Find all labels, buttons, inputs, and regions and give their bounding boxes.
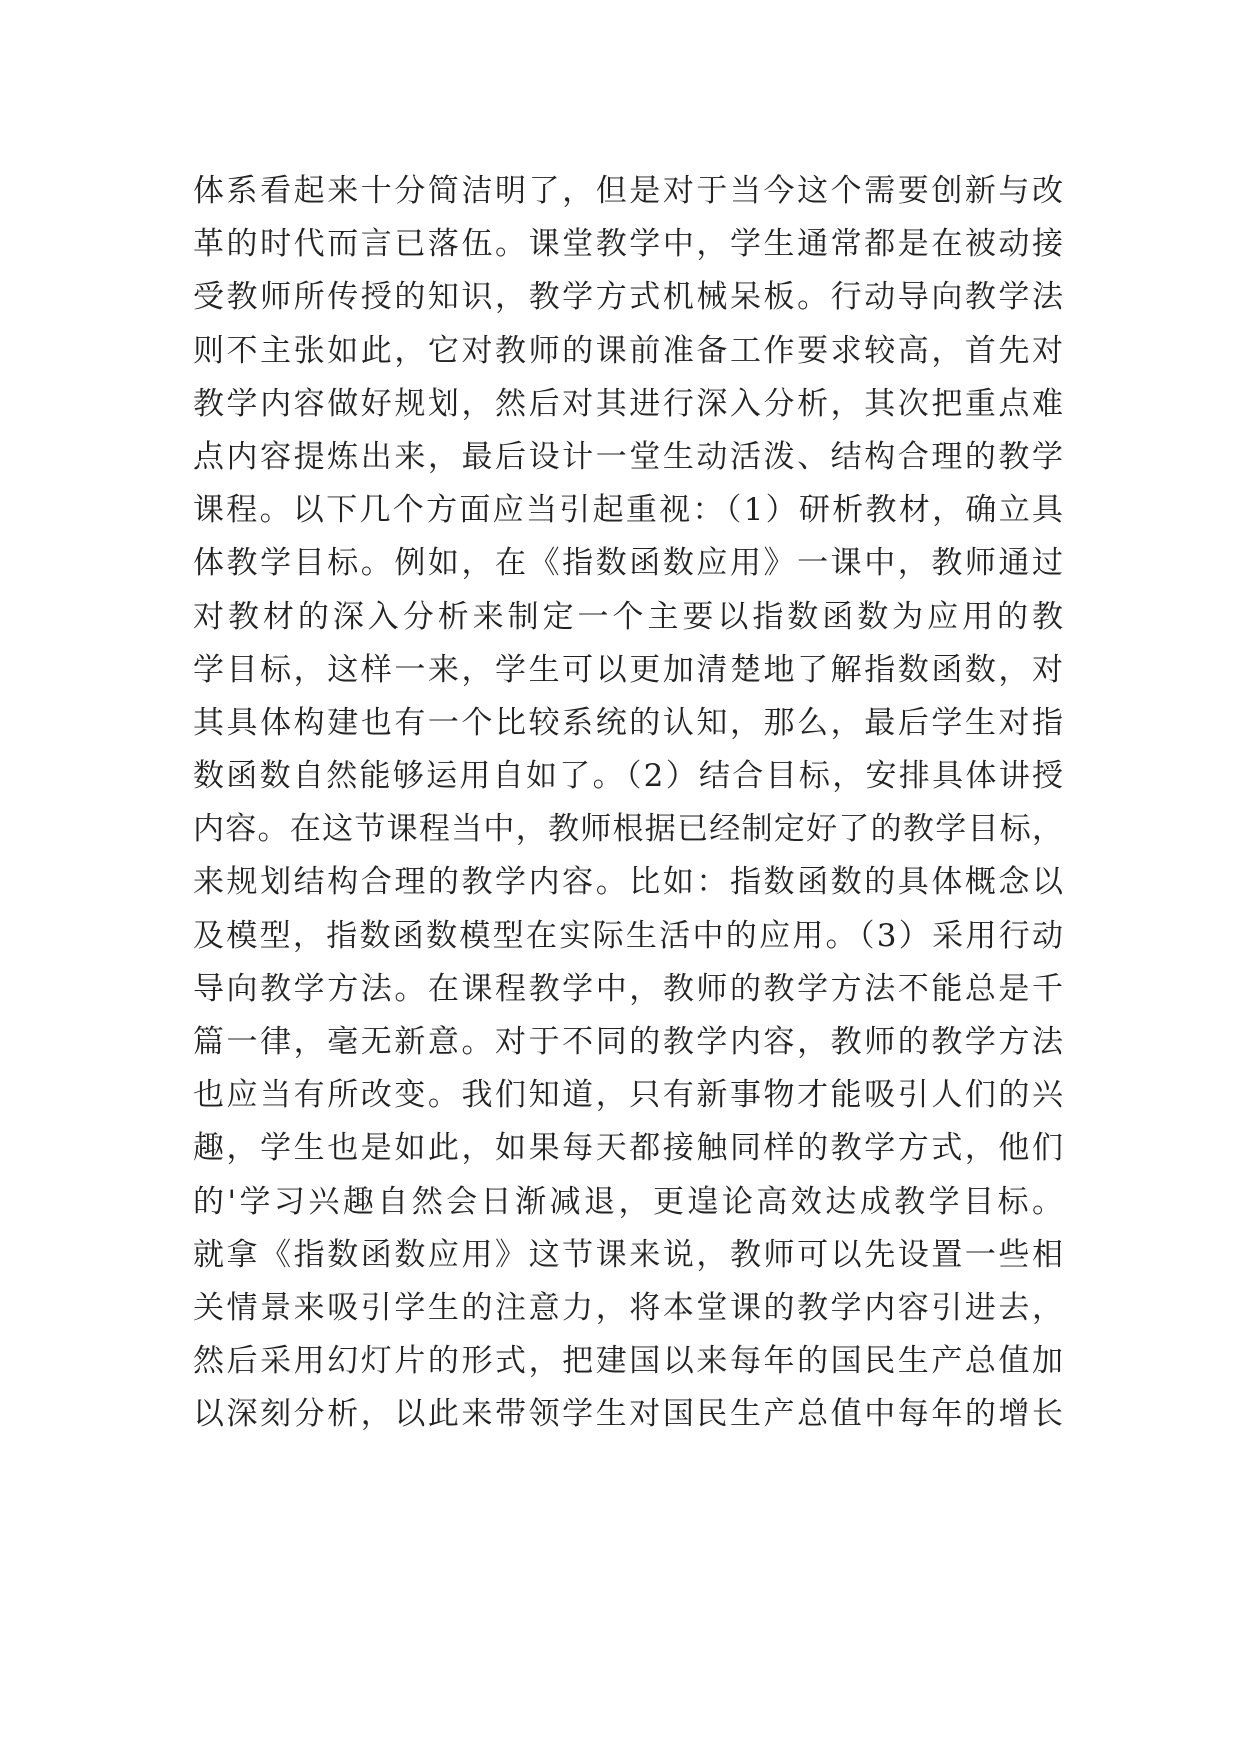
text-line: 体教学目标。例如，在《指数函数应用》一课中，教师通过 [193, 545, 1063, 582]
text-line: 数函数自然能够运用自如了。（2）结合目标，安排具体讲授 [193, 758, 1063, 795]
text-line: 就拿《指数函数应用》这节课来说，教师可以先设置一些相 [193, 1236, 1063, 1273]
text-line: 则不主张如此，它对教师的课前准备工作要求较高，首先对 [193, 332, 1063, 369]
text-line: 革的时代而言已落伍。课堂教学中，学生通常都是在被动接 [193, 226, 1063, 263]
text-line: 趣，学生也是如此，如果每天都接触同样的教学方式，他们 [193, 1130, 1063, 1167]
text-line: 以深刻分析，以此来带领学生对国民生产总值中每年的增长 [193, 1396, 1063, 1433]
text-line: 对教材的深入分析来制定一个主要以指数函数为应用的教 [193, 598, 1063, 635]
text-line: 的'学习兴趣自然会日渐减退，更遑论高效达成教学目标。 [193, 1183, 1063, 1220]
text-line: 及模型，指数函数模型在实际生活中的应用。（3）采用行动 [193, 917, 1063, 954]
text-line: 学目标，这样一来，学生可以更加清楚地了解指数函数，对 [193, 651, 1063, 688]
text-line: 内容。在这节课程当中，教师根据已经制定好了的教学目标， [193, 811, 1063, 848]
text-line: 教学内容做好规划，然后对其进行深入分析，其次把重点难 [193, 385, 1063, 422]
body-paragraph [193, 165, 1063, 1442]
text-line: 也应当有所改变。我们知道，只有新事物才能吸引人们的兴 [193, 1077, 1063, 1114]
text-line: 受教师所传授的知识，教学方式机械呆板。行动导向教学法 [193, 279, 1063, 316]
text-line: 关情景来吸引学生的注意力，将本堂课的教学内容引进去， [193, 1289, 1063, 1326]
text-line: 体系看起来十分简洁明了，但是对于当今这个需要创新与改 [193, 173, 1063, 209]
text-line: 然后采用幻灯片的形式，把建国以来每年的国民生产总值加 [193, 1343, 1063, 1380]
text-line: 点内容提炼出来，最后设计一堂生动活泼、结构合理的教学 [193, 438, 1063, 475]
text-line: 其具体构建也有一个比较系统的认知，那么，最后学生对指 [193, 704, 1063, 741]
text-line: 篇一律，毫无新意。对于不同的教学内容，教师的教学方法 [193, 1024, 1063, 1060]
text-line: 导向教学方法。在课程教学中，教师的教学方法不能总是千 [193, 970, 1063, 1007]
text-line: 课程。以下几个方面应当引起重视：（1）研析教材，确立具 [193, 492, 1063, 529]
text-line: 来规划结构合理的教学内容。比如：指数函数的具体概念以 [193, 864, 1063, 901]
